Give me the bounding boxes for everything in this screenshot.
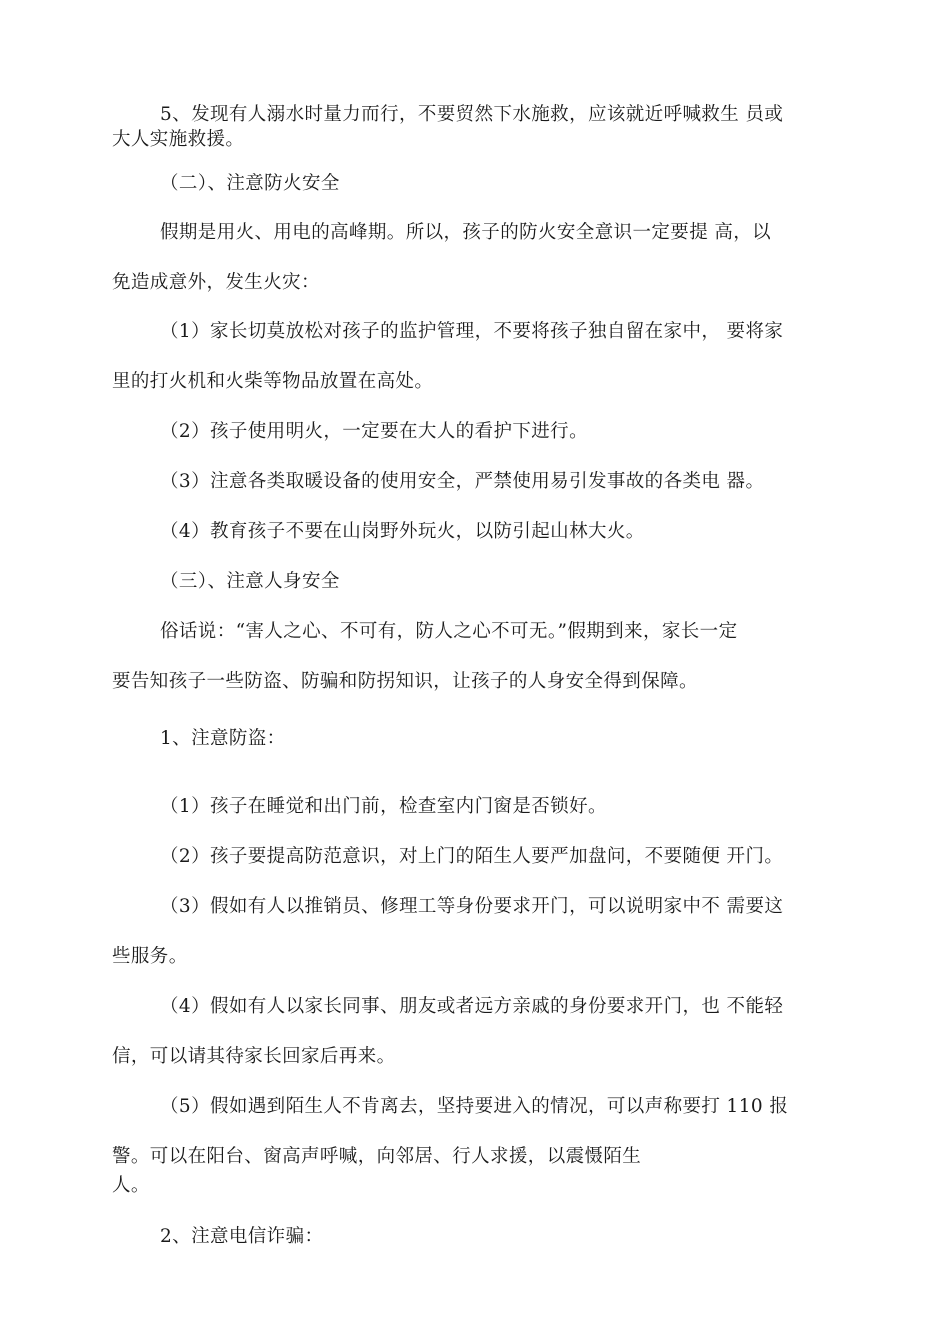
paragraph-line: 里的打火机和火柴等物品放置在高处。 xyxy=(112,371,434,392)
paragraph-line: 俗话说：“害人之心、不可有，防人之心不可无。”假期到来，家长一定 xyxy=(160,621,738,642)
paragraph-line: 要告知孩子一些防盗、防骗和防拐知识，让孩子的人身安全得到保障。 xyxy=(112,671,698,692)
paragraph-line: 免造成意外，发生火灾： xyxy=(112,272,320,293)
list-item: （3）假如有人以推销员、修理工等身份要求开门，可以说明家中不 需要这 xyxy=(160,896,784,917)
paragraph-line: 些服务。 xyxy=(112,946,188,967)
list-item: （1）家长切莫放松对孩子的监护管理，不要将孩子独自留在家中， 要将家 xyxy=(160,321,784,342)
paragraph-line: 警。可以在阳台、窗高声呼喊，向邻居、行人求援，以震慑陌生 xyxy=(112,1146,642,1167)
list-item: （1）孩子在睡觉和出门前，检查室内门窗是否锁好。 xyxy=(160,796,607,817)
paragraph-line: 信，可以请其待家长回家后再来。 xyxy=(112,1046,396,1067)
paragraph-line: 5、发现有人溺水时量力而行，不要贸然下水施救，应该就近呼喊救生 员或 xyxy=(160,104,784,125)
list-item: （2）孩子要提高防范意识，对上门的陌生人要严加盘问，不要随便 开门。 xyxy=(160,846,784,867)
list-item: （2）孩子使用明火，一定要在大人的看护下进行。 xyxy=(160,421,588,442)
subsection-heading: 2、注意电信诈骗： xyxy=(160,1226,324,1247)
list-item: （5）假如遇到陌生人不肯离去，坚持要进入的情况，可以声称要打 110 报 xyxy=(160,1096,789,1117)
list-item: （4）教育孩子不要在山岗野外玩火，以防引起山林大火。 xyxy=(160,521,645,542)
list-item: （4）假如有人以家长同事、朋友或者远方亲戚的身份要求开门，也 不能轻 xyxy=(160,996,784,1017)
list-item: （3）注意各类取暖设备的使用安全，严禁使用易引发事故的各类电 器。 xyxy=(160,471,765,492)
paragraph-line: 人。 xyxy=(112,1175,150,1196)
paragraph-line: 假期是用火、用电的高峰期。所以，孩子的防火安全意识一定要提 高，以 xyxy=(160,222,772,243)
section-heading: （二）、注意防火安全 xyxy=(160,173,340,194)
subsection-heading: 1、注意防盗： xyxy=(160,728,286,749)
section-heading: （三）、注意人身安全 xyxy=(160,571,340,592)
paragraph-line: 大人实施救援。 xyxy=(112,129,245,150)
